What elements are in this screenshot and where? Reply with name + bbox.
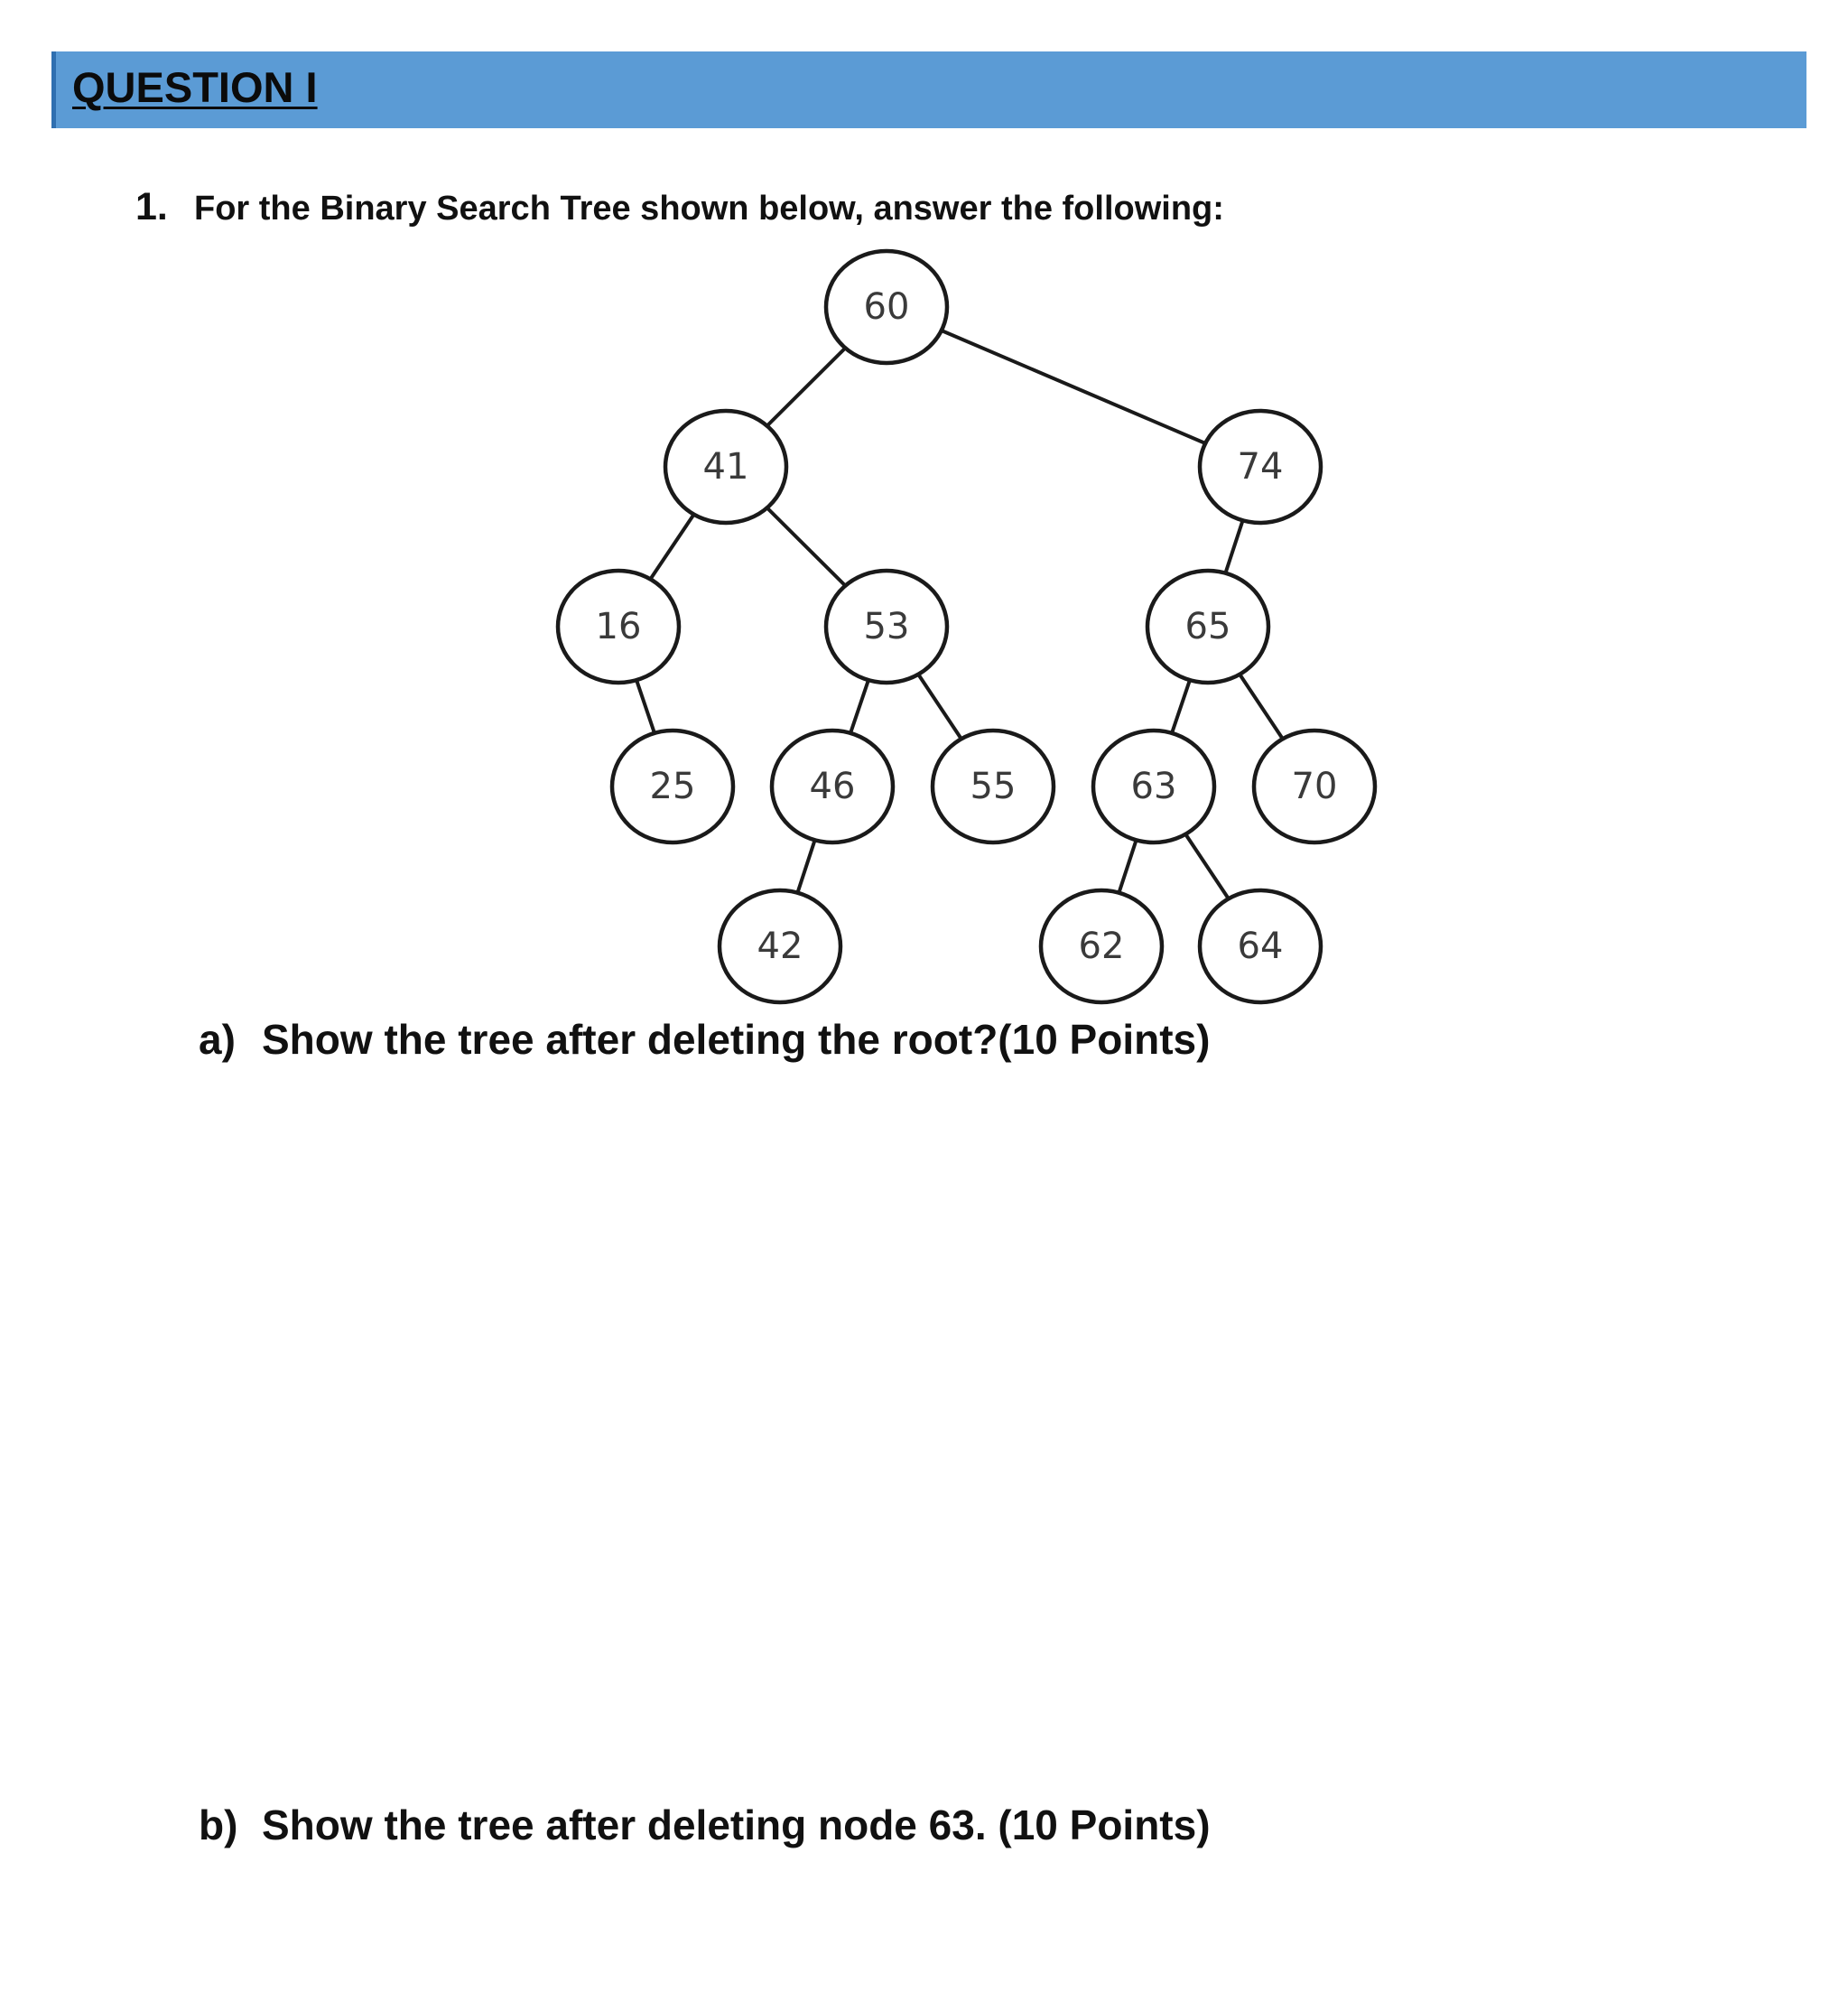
- tree-edge-53-46: [850, 680, 868, 733]
- tree-node-42: [720, 890, 840, 1002]
- tree-edge-41-53: [767, 507, 846, 585]
- tree-node-16: [558, 571, 679, 683]
- tree-node-53: [826, 571, 947, 683]
- tree-node-74: [1200, 411, 1321, 523]
- tree-node-70: [1254, 731, 1375, 842]
- tree-node-label: 25: [649, 766, 696, 807]
- part-a-text: Show the tree after deleting the root?(10 Points): [262, 1016, 1211, 1063]
- tree-node-60: [826, 251, 947, 363]
- tree-node-label: 65: [1184, 606, 1231, 647]
- tree-edge-63-62: [1119, 840, 1136, 892]
- tree-node-label: 42: [757, 926, 803, 967]
- tree-node-55: [933, 731, 1054, 842]
- tree-node-63: [1093, 731, 1214, 842]
- tree-node-65: [1147, 571, 1268, 683]
- tree-node-label: 70: [1291, 766, 1338, 807]
- tree-node-label: 41: [702, 446, 749, 488]
- tree-node-label: 16: [595, 606, 642, 647]
- tree-edge-63-64: [1185, 834, 1229, 898]
- tree-edge-53-55: [918, 675, 961, 739]
- part-b-letter: b): [199, 1801, 238, 1848]
- tree-edge-74-65: [1225, 520, 1242, 572]
- question-number: 1.: [135, 185, 168, 228]
- tree-node-label: 46: [809, 766, 856, 807]
- tree-node-label: 74: [1237, 446, 1284, 488]
- tree-node-46: [772, 731, 893, 842]
- tree-node-41: [665, 411, 786, 523]
- question-title: QUESTION I: [72, 63, 318, 111]
- part-b-text: Show the tree after deleting node 63. (10 Points): [262, 1801, 1211, 1848]
- tree-edge-60-74: [942, 330, 1205, 443]
- binary-search-tree-diagram: [542, 235, 1390, 1011]
- tree-edge-46-42: [797, 840, 814, 892]
- tree-node-62: [1041, 890, 1162, 1002]
- tree-node-label: 60: [863, 286, 910, 328]
- tree-nodes: [558, 251, 1375, 1002]
- tree-node-label: 63: [1130, 766, 1177, 807]
- tree-edge-16-25: [636, 680, 655, 733]
- tree-node-label: 64: [1237, 926, 1284, 967]
- tree-node-label: 53: [863, 606, 910, 647]
- tree-edge-60-41: [767, 348, 846, 425]
- tree-edge-65-63: [1172, 680, 1190, 733]
- tree-edge-41-16: [650, 515, 693, 580]
- tree-node-25: [612, 731, 733, 842]
- tree-node-64: [1200, 890, 1321, 1002]
- question-banner: [51, 51, 1806, 128]
- tree-edge-65-70: [1240, 675, 1283, 739]
- part-b: [199, 1801, 1211, 1850]
- tree-node-label: 55: [970, 766, 1017, 807]
- question-text: For the Binary Search Tree shown below, answer the following:: [194, 190, 1224, 228]
- part-a-letter: a): [199, 1016, 236, 1063]
- tree-node-label: 62: [1078, 926, 1125, 967]
- part-a: [199, 1015, 1210, 1065]
